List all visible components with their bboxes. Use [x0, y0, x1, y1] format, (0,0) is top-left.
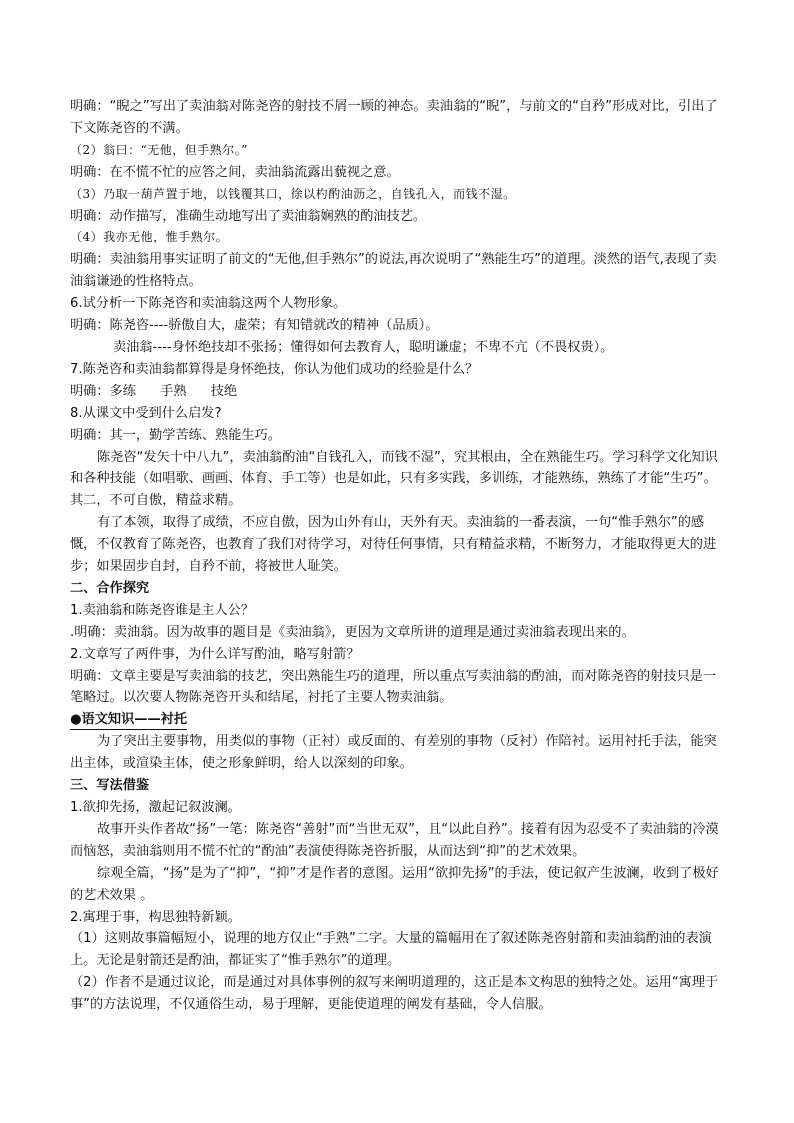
answer-paragraph: 明确：陈尧咨----骄傲自大，虚荣；有知错就改的精神（品质）。 — [70, 318, 439, 334]
body-paragraph: （2）作者不是通过议论，而是通过对具体事例的叙写来阐明道理的，这正是本文构思的独特之处。运用“寓理于事”的方法说理，不仅通俗生动，易于理解，更能使道理的阐发有基础，令人信服。 — [70, 975, 719, 1013]
answer-paragraph: 卖油翁----身怀绝技却不张扬；懂得如何去教育人，聪明谦虚；不卑不亢（不畏权贵）。 — [113, 339, 614, 355]
body-paragraph: （1）这则故事篇幅短小，说理的地方仅止“手熟”二字。大量的篇幅用在了叙述陈尧咨射箭和卖油翁酌油的表演上。无论是射箭还是酌油，都证实了“惟手熟尔”的道理。 — [70, 931, 712, 969]
answer-paragraph: 明确：文章主要是写卖油翁的技艺，突出熟能生巧的道理，所以重点写卖油翁的酌油，而对陈尧咨的射技只是一笔略过。以次要人物陈尧咨开头和结尾，衬托了主要人物卖油翁。 — [70, 668, 717, 706]
question-line: 2.文章写了两件事，为什么详写酌油，略写射箭？ — [70, 646, 360, 662]
keyword: 技绝 — [210, 383, 238, 399]
body-paragraph: 有了本领，取得了成绩，不应自傲，因为山外有山，天外有天。卖油翁的一番表演，一句“惟手熟尔”的感慨，不仅教育了陈尧咨，也教育了我们对待学习，对待任何事情，只有精益求精，不断努力，才能取得更大的进步；如果固步自封，自矜不前，将被世人耻笑。 — [70, 515, 717, 575]
document-page — [70, 96, 725, 1016]
answer-paragraph: .明确：卖油翁。因为故事的题目是《卖油翁》，更因为文章所讲的道理是通过卖油翁表现出来的。 — [70, 624, 635, 640]
answer-paragraph: 明确：“睨之”写出了卖油翁对陈尧咨的射技不屑一顾的神态。卖油翁的“睨”，与前文的“自矜”形成对比，引出了下文陈尧咨的不满。 — [70, 99, 718, 136]
answer-paragraph: 明确：卖油翁用事实证明了前文的“无他,但手熟尔”的说法,再次说明了“熟能生巧”的道理。淡然的语气,表现了卖油翁谦逊的性格特点。 — [70, 252, 717, 290]
question-line: 6.试分析一下陈尧咨和卖油翁这两个人物形象。 — [70, 296, 347, 312]
quote-line: （4）我亦无他，惟手熟尔。 — [70, 230, 229, 245]
subheading: 2.寓理于事，构思独特新颖。 — [70, 909, 241, 925]
subheading: 1.欲抑先扬，激起记叙波澜。 — [70, 800, 241, 815]
answer-paragraph: 其二，不可自傲，精益求精。 — [70, 493, 242, 509]
question-line: 1.卖油翁和陈尧咨谁是主人公？ — [70, 602, 255, 618]
question-line: 7.陈尧咨和卖油翁都算得是身怀绝技，你认为他们成功的经验是什么？ — [70, 361, 479, 377]
keyword: 手熟 — [160, 383, 187, 399]
question-line: 8.从课文中受到什么启发? — [70, 405, 222, 421]
knowledge-title: ●语文知识——衬托 — [70, 711, 187, 730]
body-paragraph: 陈尧咨“发矢十中八九”，卖油翁酌油“自钱孔入，而钱不湿”，究其根由，全在熟能生巧。学习科学文化知识和各种技能（如唱歌、画画、体育、手工等）也是如此，只有多实践，多训练，才能熟练，熟练了才能“生巧”。 — [70, 449, 718, 487]
answer-paragraph: 明确：动作描写，准确生动地写出了卖油翁娴熟的酌油技艺。 — [70, 208, 427, 224]
keyword: 明确：多练 — [70, 383, 136, 399]
quote-line: （2）翁曰：“无他，但手熟尔。” — [70, 142, 248, 157]
quote-line: （3）乃取一葫芦置于地，以钱覆其口，徐以杓酌油沥之，自钱孔入，而钱不湿。 — [70, 186, 516, 201]
answer-keywords — [70, 381, 725, 403]
knowledge-heading — [70, 709, 725, 731]
body-paragraph: 为了突出主要事物，用类似的事物（正衬）或反面的、有差别的事物（反衬）作陪衬。运用衬托手法，能突出主体，或渲染主体，使之形象鲜明，给人以深刻的印象。 — [70, 734, 717, 772]
body-paragraph: 故事开头作者故“扬”一笔：陈尧咨“善射”而“当世无双”，且“以此自矜”。接着有因为忍受不了卖油翁的冷漠而恼怒，卖油翁则用不慌不忙的“酌油”表演使得陈尧咨折服，从而达到“抑”的艺术效果。 — [70, 821, 719, 859]
answer-paragraph: 明确：在不慌不忙的应答之间，卖油翁流露出藐视之意。 — [70, 164, 400, 180]
answer-paragraph: 明确：其一，勤学苦练、熟能生巧。 — [70, 427, 281, 443]
section-heading: 三、写法借鉴 — [70, 778, 150, 794]
body-paragraph: 综观全篇，“扬”是为了“抑”，“抑”才是作者的意图。运用“欲抑先扬”的手法，使记叙产生波澜，收到了极好的艺术效果 。 — [70, 865, 719, 903]
section-heading: 二、合作探究 — [70, 580, 150, 596]
